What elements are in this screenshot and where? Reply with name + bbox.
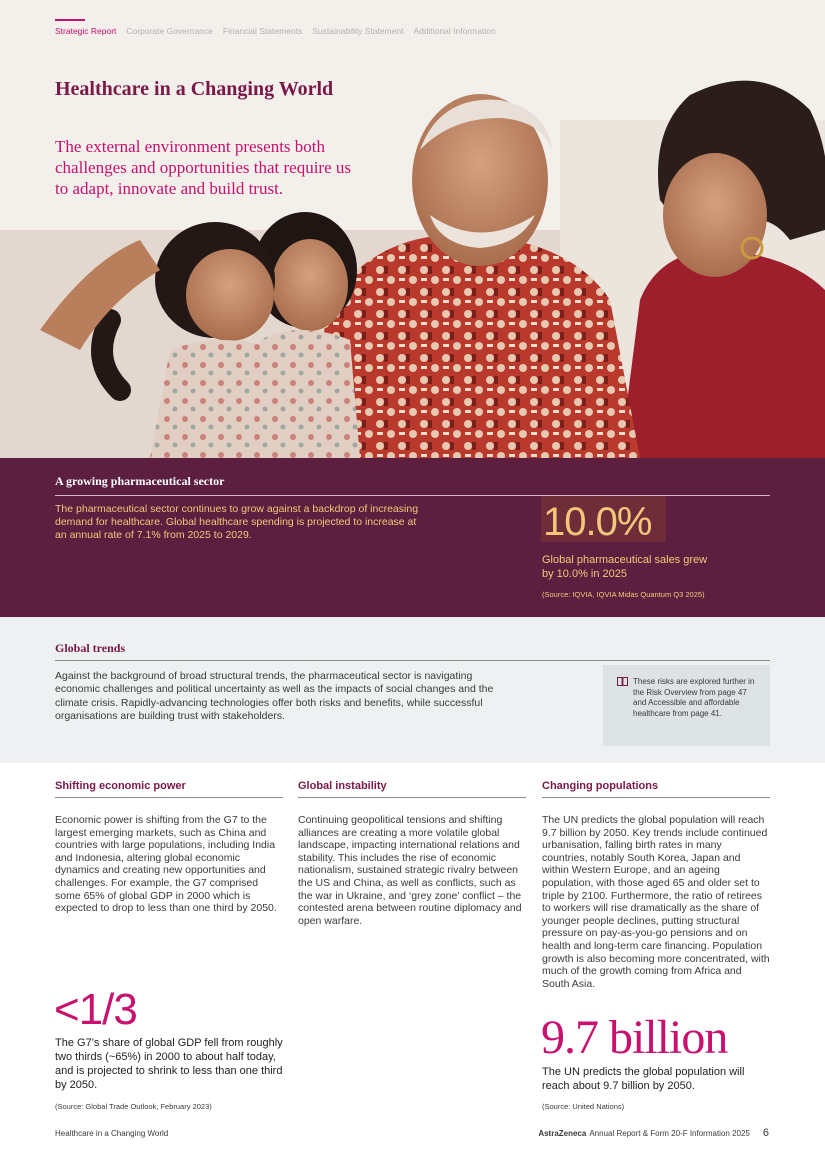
nav-corporate-governance[interactable]: Corporate Governance (126, 26, 213, 36)
sales-growth-caption: Global pharmaceutical sales grew by 10.0% in 2025 (542, 554, 708, 580)
column-heading: Shifting economic power (55, 780, 283, 798)
population-stat: 9.7 billion (541, 1011, 728, 1064)
page-title: Healthcare in a Changing World (55, 78, 334, 100)
column-heading: Global instability (298, 780, 526, 798)
cross-reference-text: These risks are explored further in the Risk Overview from page 47 and Accessible and affordable healthcare from page 41. (633, 677, 755, 718)
growing-sector-heading: A growing pharmaceutical sector (55, 474, 770, 496)
page-number: 6 (762, 1127, 769, 1139)
column-changing-populations (542, 780, 770, 990)
column-global-instability (298, 780, 526, 927)
footer-publication-title: Annual Report & Form 20-F Information 2025 (589, 1129, 750, 1138)
growing-sector-body: The pharmaceutical sector continues to grow against a backdrop of increasing demand for healthcare. Global healthcare spending is projected to increase at an annual rate of 7.1% from 2025 to 2029. (55, 503, 419, 541)
intro-text: The external environment presents both challenges and opportunities that require us to adapt, innovate and build trust. (55, 137, 351, 198)
sales-growth-source: (Source: IQVIA, IQVIA Midas Quantum Q3 2025) (542, 590, 705, 599)
sales-growth-stat: 10.0% (543, 500, 652, 544)
column-body: Continuing geopolitical tensions and shifting alliances are creating a more volatile global landscape, impacting international relations and stability. This includes the rise of economic nationalism, sustained strategic rivalry between the US and China, as well as conflicts, such as the war in Ukraine, and ‘grey zone’ conflict – the contested arena between routine diplomacy and open warfare. (298, 814, 522, 927)
gdp-share-source: (Source: Global Trade Outlook, February 2023) (55, 1102, 212, 1111)
hero-section (0, 0, 825, 458)
column-body: The UN predicts the global population will reach 9.7 billion by 2050. Key trends include continued urbanisation, falling birth rates in many countries, notably South Korea, Japan and within Western Europe, and an ageing population, with those aged 65 and older set to triple by 2100. Furthermore, the ratio of retirees to workers will rise dramatically as the share of younger people declines, putting structural pressure on pay-as-you-go pensions and on health and long-term care financing. Population growth is also becoming more concentrated, with much of the growth coming from Africa and South Asia. (542, 814, 770, 990)
population-caption: The UN predicts the global population will reach about 9.7 billion by 2050. (542, 1066, 745, 1092)
nav-sustainability-statement[interactable]: Sustainability Statement (312, 26, 404, 36)
gdp-share-caption: The G7’s share of global GDP fell from roughly two thirds (~65%) in 2000 to about half today, and is projected to shrink to less than one third by 2050. (55, 1037, 283, 1091)
nav-financial-statements[interactable]: Financial Statements (222, 26, 303, 36)
global-trends-section (0, 617, 825, 763)
column-body: Economic power is shifting from the G7 to the largest emerging markets, such as China and countries with large populations, including India and Indonesia, altering global economic dynamics and creating new opportunities and challenges. For example, the G7 comprised some 65% of global GDP in 2000 which is expected to drop to less than one third by 2050. (55, 814, 277, 915)
hero-photo (0, 0, 825, 458)
footer-publication (538, 1127, 769, 1139)
global-trends-body: Against the background of broad structural trends, the pharmaceutical sector is navigating economic challenges and political uncertainty as well as the impacts of social changes and the climate crisis. Rapidly-advancing technologies offer both risks and benefits, while successful organisations are building trust with stakeholders. (55, 670, 494, 723)
nav-strategic-report[interactable]: Strategic Report (55, 26, 117, 36)
nav-additional-information[interactable]: Additional Information (413, 26, 496, 36)
gdp-share-stat: <1/3 (54, 985, 137, 1034)
section-nav (55, 26, 496, 36)
cross-reference-note (603, 665, 770, 746)
footer-brand: AstraZeneca (538, 1129, 587, 1138)
growing-sector-section (0, 458, 825, 617)
population-source: (Source: United Nations) (542, 1102, 625, 1111)
book-icon (617, 677, 628, 686)
global-trends-heading: Global trends (55, 641, 770, 661)
column-heading: Changing populations (542, 780, 770, 798)
footer-section-title: Healthcare in a Changing World (55, 1129, 169, 1138)
column-economic-power (55, 780, 283, 915)
